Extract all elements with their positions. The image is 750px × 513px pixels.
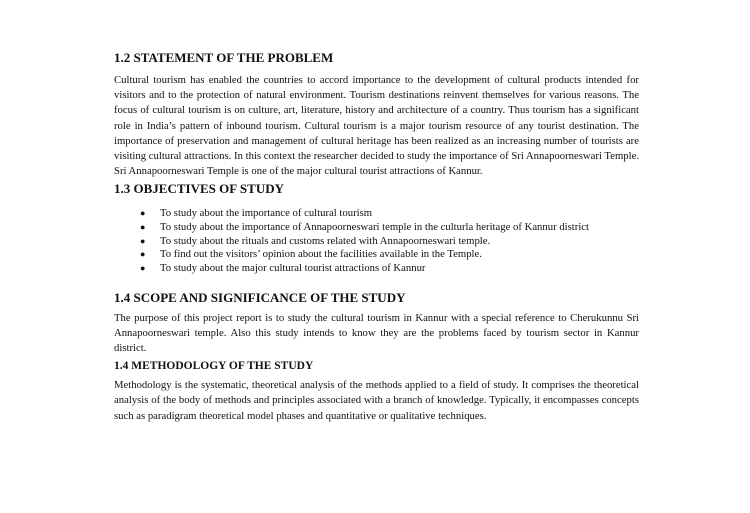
objective-text: To study about the major cultural tourist attractions of Kannur [160,262,426,275]
paragraph-statement-of-problem: Cultural tourism has enabled the countries to accord importance to the development of cultural products intended for visitors and to the protection of natural environment. Tourism destinations reinvent themselves for various reasons. The focus of cultural tourism is on culture, art, literature, history and architecture of a country. Thus tourism has a significant role in India’s pattern of inbound tourism. Cultural tourism is a major tourism resource of any tourist destination. The importance of preservation and management of cultural heritage has been realized as an increasing number of tourists are visiting cultural attractions. In this context the researcher decided to study the importance of Sri Annapoorneswari Temple. Sri Annapoorneswari Temple is one of the major cultural tourist attractions of Kannur. [114,74,639,178]
bullet-icon: ● [140,222,146,233]
list-item [114,221,639,235]
bullet-icon: ● [140,208,146,219]
heading-methodology: 1.4 METHODOLOGY OF THE STUDY [114,360,314,373]
paragraph-scope-and-significance: The purpose of this project report is to study the cultural tourism in Kannur with a special reference to Cherukunnu Sri Annapoorneswari temple. Also this study intends to know they are the problems faced by tourism sector in Kannur district. [114,311,639,355]
objective-text: To find out the visitors’ opinion about the facilities available in the Temple. [160,248,482,261]
bullet-icon: ● [140,249,146,260]
list-item [114,207,639,221]
paragraph-methodology: Methodology is the systematic, theoretical analysis of the methods applied to a field of study. It comprises the theoretical analysis of the body of methods and principles associated with a branch of knowledge. Typically, it encompasses concepts such as paradigram theoretical model phases and quantitative or qualitative techniques. [114,379,639,422]
objectives-list [114,207,639,275]
objective-text: To study about the importance of cultural tourism [160,207,373,220]
document-content [114,50,639,424]
heading-objectives: 1.3 OBJECTIVES OF STUDY [114,181,284,197]
objective-text: To study about the importance of Annapoorneswari temple in the culturla heritage of Kannur district [160,221,590,234]
heading-statement-of-problem: 1.2 STATEMENT OF THE PROBLEM [114,50,334,65]
list-item [114,262,639,276]
bullet-icon: ● [140,235,146,246]
list-item [114,235,639,249]
bullet-icon: ● [140,263,146,274]
objective-text: To study about the rituals and customs related with Annapoorneswari temple. [160,234,491,247]
list-item [114,248,639,262]
heading-scope-and-significance: 1.4 SCOPE AND SIGNIFICANCE OF THE STUDY [114,289,406,305]
